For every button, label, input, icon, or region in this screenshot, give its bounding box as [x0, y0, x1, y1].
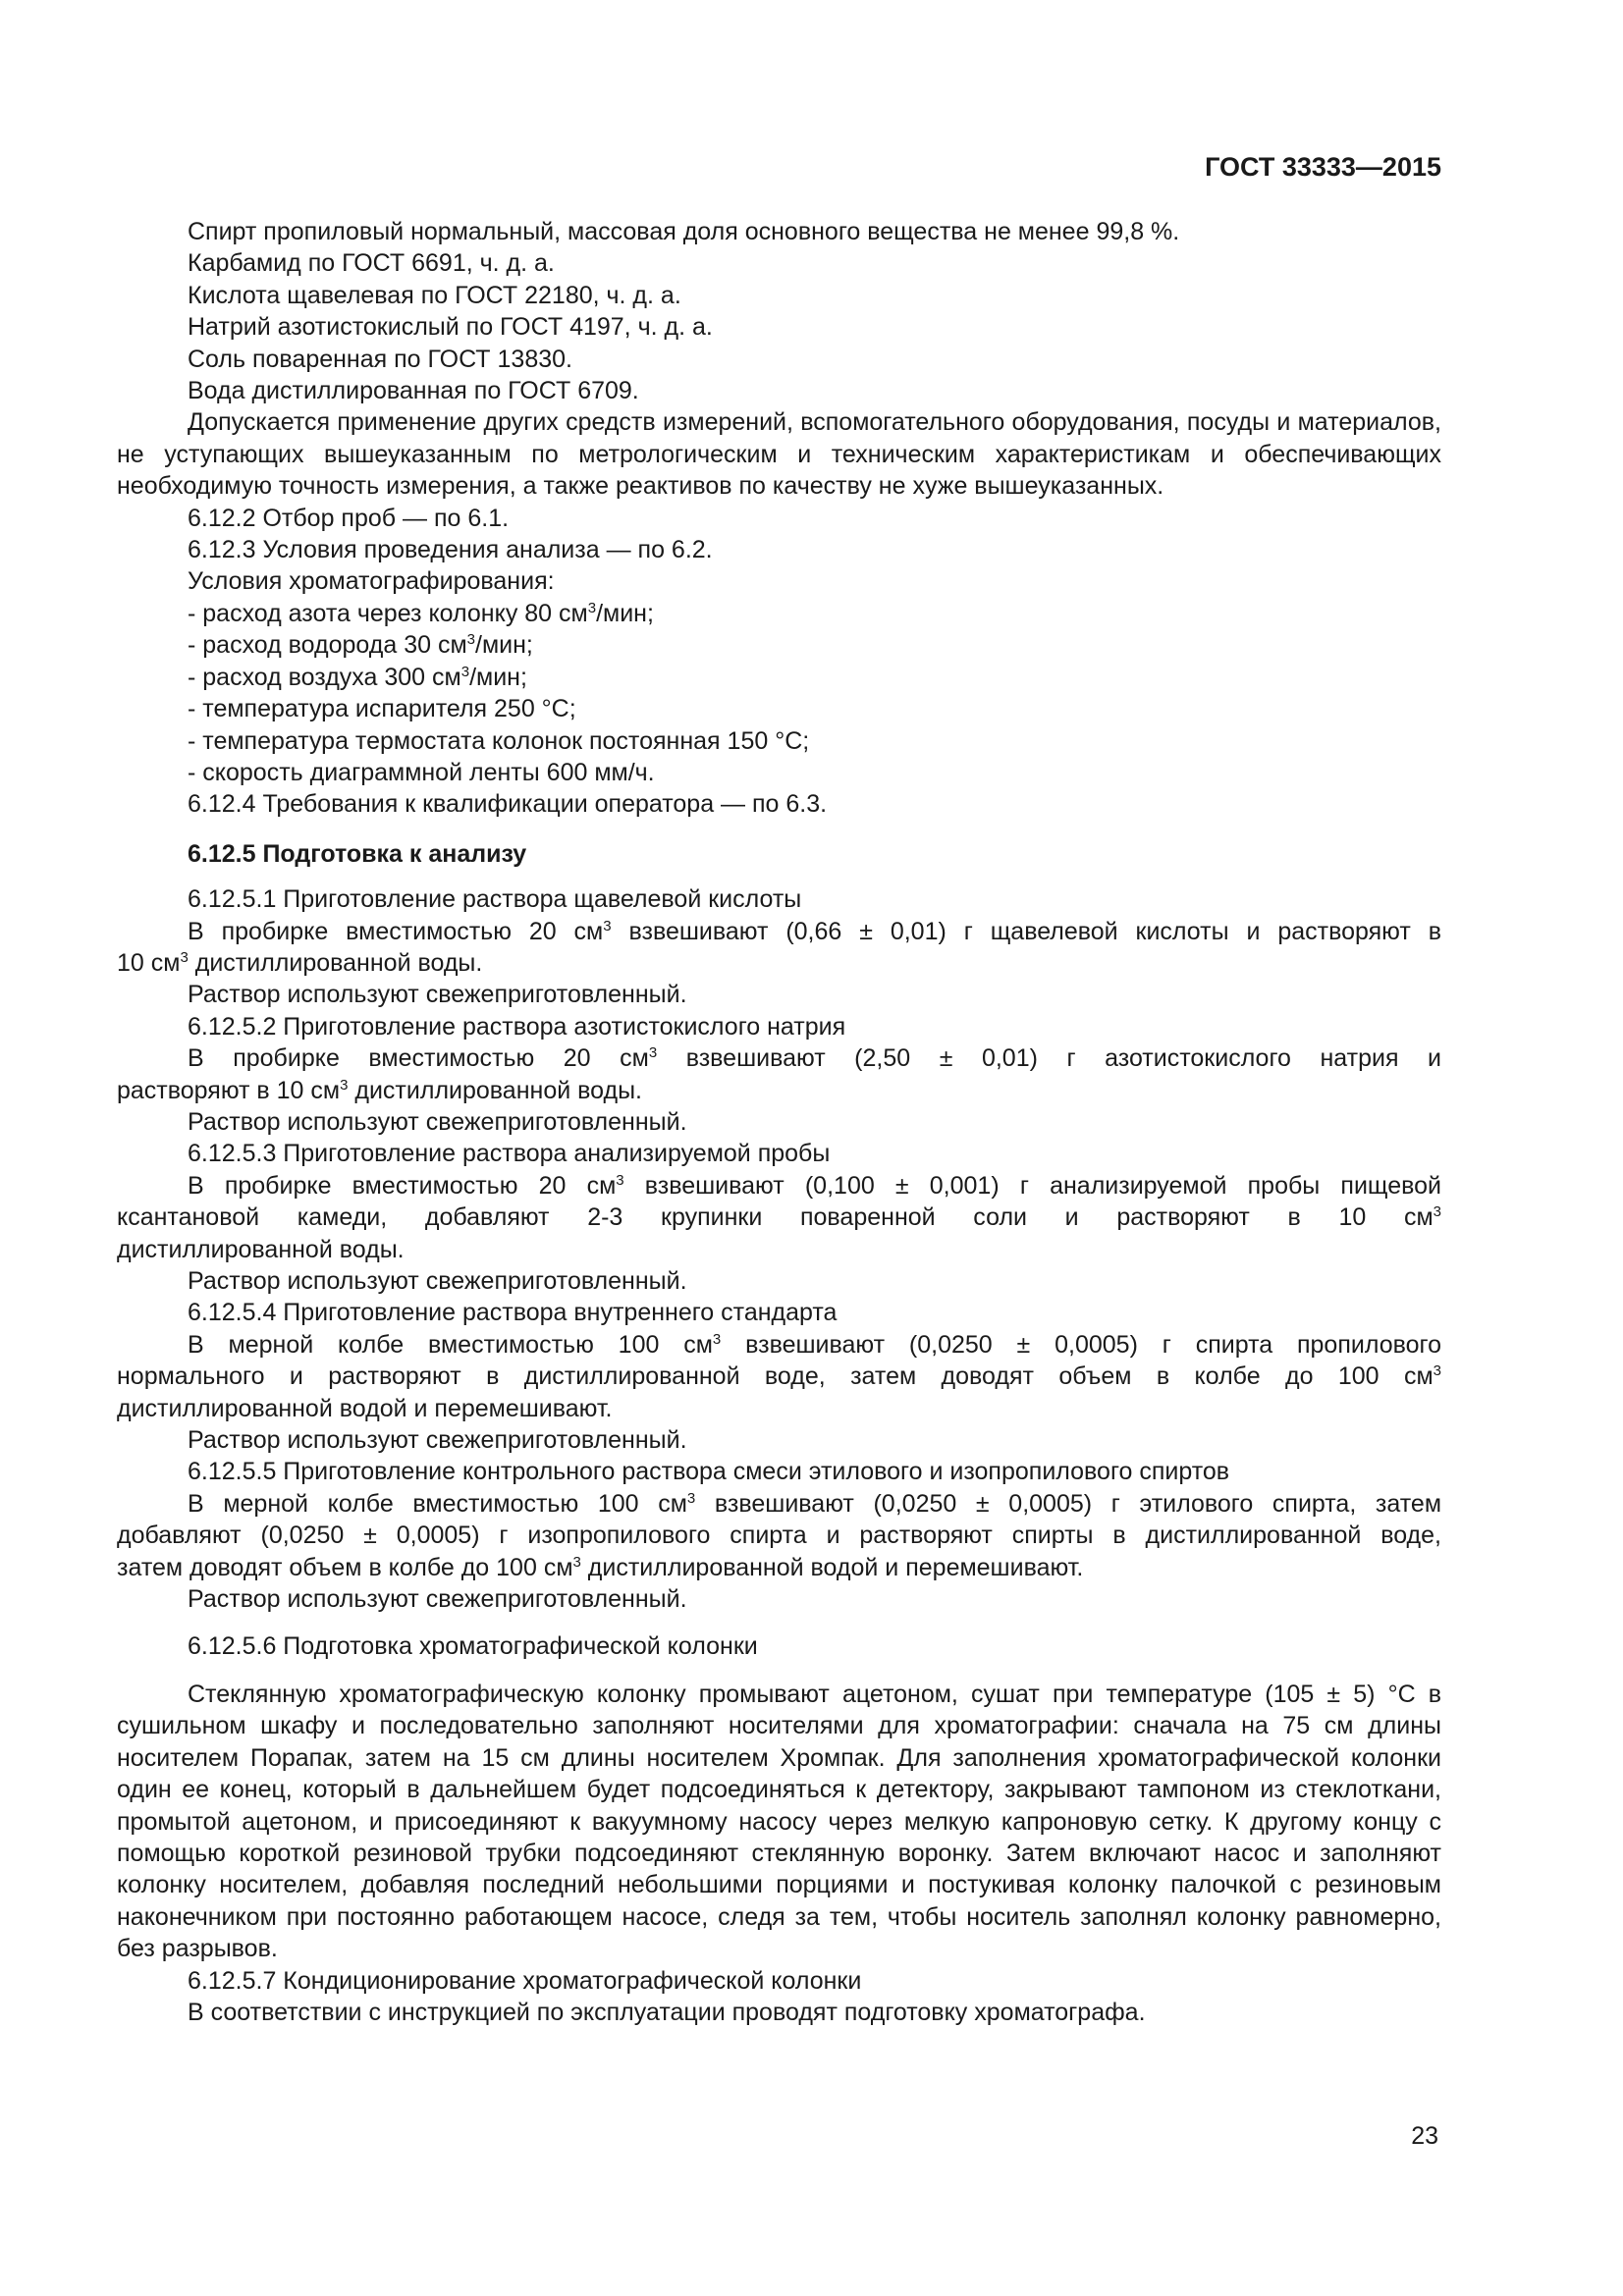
condition-line: - расход водорода 30 $см^3$/мин;	[188, 631, 533, 660]
subsection-title: 6.12.5.3 Приготовление раствора анализируемой пробы	[188, 1140, 831, 1168]
subsection-title: 6.12.5.7 Кондиционирование хроматографической колонки	[188, 1966, 862, 1995]
note-line: Раствор используют свежеприготовленный.	[188, 1267, 687, 1295]
reagent-line: Карбамид по ГОСТ 6691, ч. д. а.	[188, 249, 555, 278]
subsection-title: 6.12.5.6 Подготовка хроматографической колонки	[188, 1632, 758, 1661]
subsection-title: 6.12.5.4 Приготовление раствора внутреннего стандарта	[188, 1299, 838, 1327]
note-line: Раствор используют свежеприготовленный.	[188, 981, 687, 1009]
subsection-title: 6.12.5.2 Приготовление раствора азотистокислого натрия	[188, 1012, 846, 1041]
condition-line: - расход азота через колонку 80 $см^3$/мин;	[188, 599, 654, 627]
section-heading: 6.12.5 Подготовка к анализу	[188, 839, 527, 868]
subsection-title: 6.12.5.1 Приготовление раствора щавелевой кислоты	[188, 885, 802, 914]
paragraph-line: затем доводят объем в колбе до 100 $см^3$ дистиллированной водой и перемешивают.	[117, 1553, 1084, 1581]
condition-line: - температура термостата колонок постоянная 150 °С;	[188, 726, 810, 755]
paragraph-line: В мерной колбе вместимостью 100 $см^3$ взвешивают (0,0250 ± 0,0005) г спирта пропилового	[188, 1330, 1441, 1359]
document-body	[117, 216, 1441, 2028]
paragraph-line: дистиллированной воды.	[117, 1235, 405, 1263]
document-header: ГОСТ 33333—2015	[1205, 152, 1441, 182]
paragraph-line: ксантановой камеди, добавляют 2-3 крупинки поваренной соли и растворяют в 10 $см^3$	[117, 1203, 1441, 1232]
condition-line: - скорость диаграммной ленты 600 мм/ч.	[188, 758, 655, 786]
paragraph: Стеклянную хроматографическую колонку промывают ацетоном, сушат при температуре (105 ± 5) °С в сушильном шкафу и последовательно заполняют носителями для хроматографии: сначала на 75 см длины носителем Порапак, затем на 15 см длины носителем Хромпак. Для заполнения хроматографической колонки один ее конец, который в дальнейшем будет подсоединяться к детектору, закрывают тампоном из стеклоткани, промытой ацетоном, и присоединяют к вакуумному насосу через мелкую капроновую сетку. К другому концу с помощью короткой резиновой трубки подсоединяют стеклянную воронку. Затем включают насос и заполняют колонку носителем, добавляя последний небольшими порциями и постукивая колонку палочкой с резиновым наконечником при постоянно работающем насосе, следя за тем, чтобы носитель заполнял колонку равномерно, без разрывов.	[117, 1680, 1441, 1963]
condition-line: - расход воздуха 300 $см^3$/мин;	[188, 663, 527, 691]
reagent-line: Спирт пропиловый нормальный, массовая доля основного вещества не менее 99,8 %.	[188, 218, 1180, 245]
conditions-title: Условия хроматографирования:	[188, 567, 555, 596]
reagent-line: Соль поваренная по ГОСТ 13830.	[188, 345, 572, 373]
note-line: Раствор используют свежеприготовленный.	[188, 1107, 687, 1136]
subsection-title: 6.12.5.5 Приготовление контрольного раствора смеси этилового и изопропилового спиртов	[188, 1458, 1230, 1486]
paragraph-line: В пробирке вместимостью 20 $см^3$ взвешивают (2,50 ± 0,01) г азотистокислого натрия и	[188, 1044, 1441, 1073]
note-line: Раствор используют свежеприготовленный.	[188, 1426, 687, 1455]
reagent-line: Кислота щавелевая по ГОСТ 22180, ч. д. а.	[188, 281, 681, 309]
clause-line: 6.12.2 Отбор проб — по 6.1.	[188, 504, 510, 532]
paragraph-line: добавляют (0,0250 ± 0,0005) г изопропилового спирта и растворяют спирты в дистиллированной воде,	[117, 1522, 1441, 1550]
paragraph: В соответствии с инструкцией по эксплуатации проводят подготовку хроматографа.	[188, 1998, 1146, 2026]
page-number: 23	[1411, 2122, 1438, 2150]
reagent-line: Натрий азотистокислый по ГОСТ 4197, ч. д. а.	[188, 313, 713, 342]
note-line: Раствор используют свежеприготовленный.	[188, 1585, 687, 1614]
paragraph: Допускается применение других средств измерений, вспомогательного оборудования, посуды и материалов, не уступающих вышеуказанным по метрологическим и техническим характеристикам и обеспечивающих необходимую точность измерения, а также реактивов по качеству не хуже вышеуказанных.	[117, 408, 1441, 501]
reagent-line: Вода дистиллированная по ГОСТ 6709.	[188, 377, 639, 405]
condition-line: - температура испарителя 250 °С;	[188, 695, 576, 723]
paragraph-line: В мерной колбе вместимостью 100 $см^3$ взвешивают (0,0250 ± 0,0005) г этилового спирта, затем	[188, 1489, 1442, 1518]
paragraph-line: 10 $см^3$ дистиллированной воды.	[117, 948, 483, 977]
clause-line: 6.12.3 Условия проведения анализа — по 6.2.	[188, 536, 713, 564]
paragraph-line: нормального и растворяют в дистиллированной воде, затем доводят объем в колбе до 100 $см^3$	[117, 1362, 1441, 1391]
paragraph-line: растворяют в 10 $см^3$ дистиллированной воды.	[117, 1076, 642, 1104]
paragraph-line: В пробирке вместимостью 20 $см^3$ взвешивают (0,100 ± 0,001) г анализируемой пробы пищевой	[188, 1171, 1441, 1200]
clause-line: 6.12.4 Требования к квалификации оператора — по 6.3.	[188, 790, 828, 819]
paragraph-line: дистиллированной водой и перемешивают.	[117, 1394, 613, 1422]
paragraph-line: В пробирке вместимостью 20 $см^3$ взвешивают (0,66 ± 0,01) г щавелевой кислоты и растворяют в	[188, 917, 1441, 945]
